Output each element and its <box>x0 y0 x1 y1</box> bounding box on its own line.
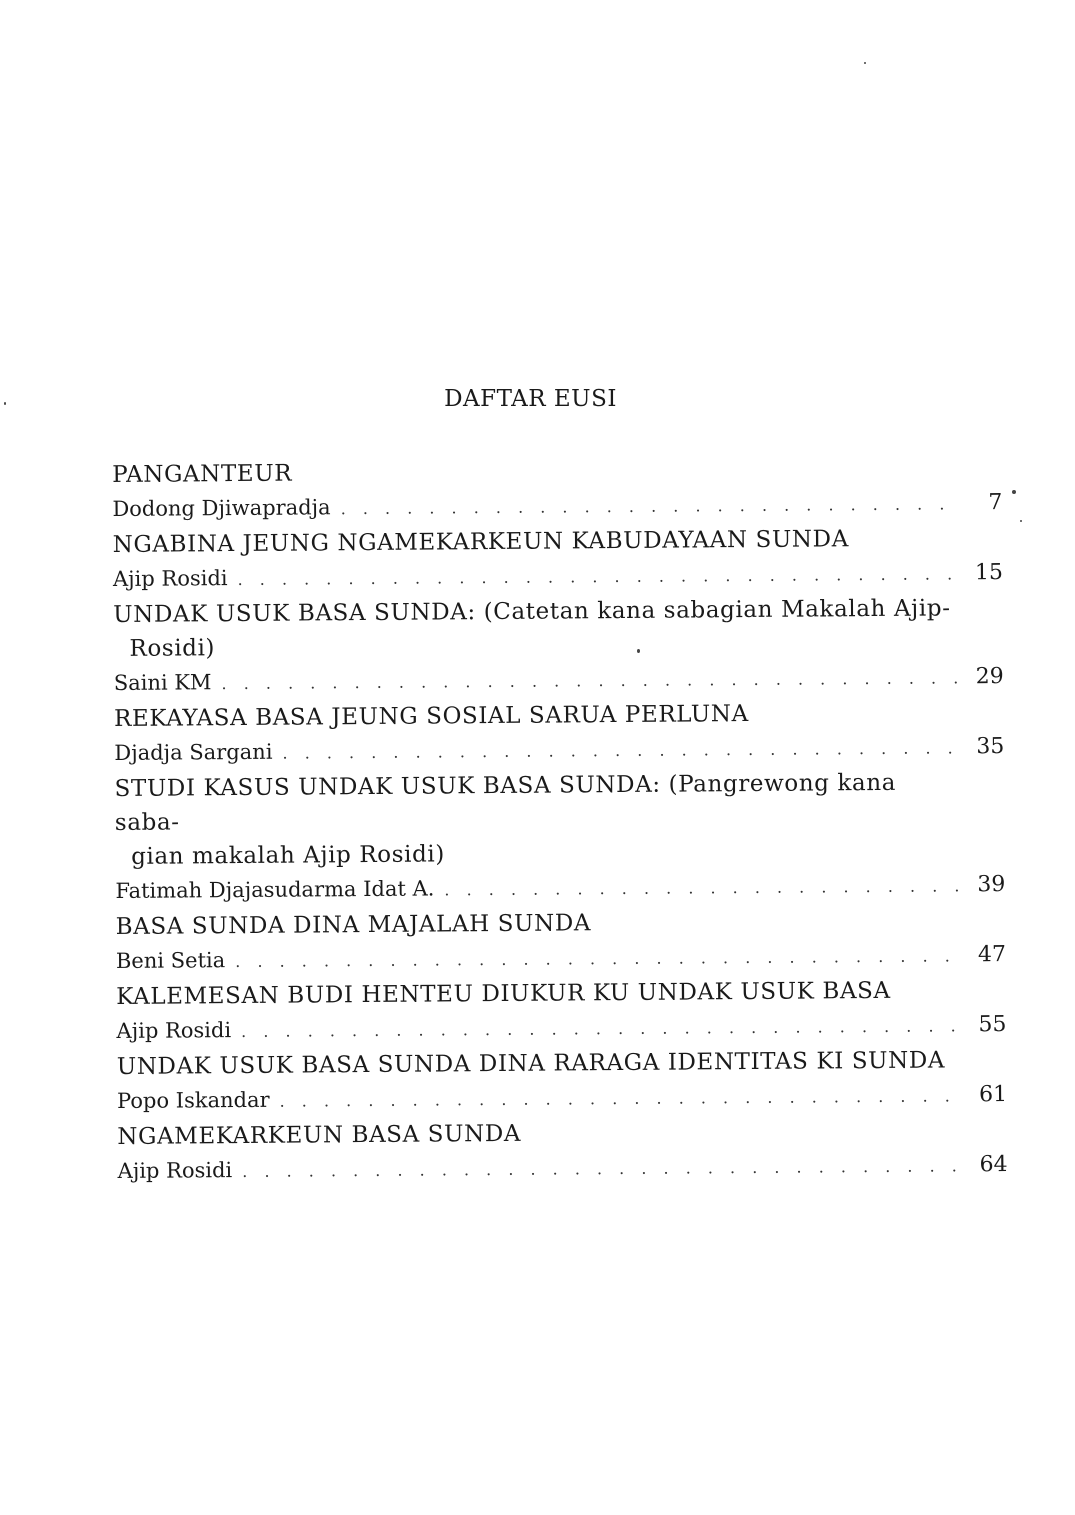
scan-speck <box>1020 520 1022 522</box>
page-number: 55 <box>978 1011 1007 1038</box>
entry-author: Ajip Rosidi <box>112 566 228 591</box>
entry-author: Saini KM <box>113 670 212 695</box>
page-title: DAFTAR EUSI <box>444 386 617 412</box>
page-number: 35 <box>976 734 1005 760</box>
entry-title: UNDAK USUK BASA SUNDA DINA RARAGA IDENTITAS KI SUNDA <box>116 1047 946 1080</box>
page-number: 29 <box>975 664 1004 690</box>
dot-leader <box>241 1009 967 1049</box>
scan-speck <box>4 402 6 405</box>
entry-title-line1: STUDI KASUS UNDAK USUK BASA SUNDA: (Pangrewong kana saba- <box>114 769 897 836</box>
entry-author: Djadja Sargani <box>114 739 273 765</box>
page-number: 47 <box>977 941 1007 968</box>
toc-entry <box>116 903 1007 980</box>
entry-title-line1: UNDAK USUK BASA SUNDA: (Catetan kana sabagian Makalah Ajip- <box>113 595 951 628</box>
toc-entry <box>113 591 1004 702</box>
toc-entry <box>113 521 1004 598</box>
author-row <box>117 1077 1007 1120</box>
entry-author: Ajip Rosidi <box>116 1018 232 1043</box>
entry-title <box>113 591 964 666</box>
entry-title-line2: Rosidi) <box>129 635 216 662</box>
entry-title: KALEMESAN BUDI HENTEU DIUKUR KU UNDAK USUK BASA <box>116 977 891 1010</box>
scan-speck <box>637 649 640 653</box>
table-of-contents <box>112 451 1008 1190</box>
page-number: 61 <box>978 1081 1008 1108</box>
dot-leader <box>444 869 965 907</box>
dot-leader <box>221 661 964 701</box>
toc-entry <box>117 1043 1008 1120</box>
scan-speck <box>864 62 866 64</box>
entry-title: NGABINA JEUNG NGAMEKARKEUN KABUDAYAAN SUNDA <box>112 526 849 558</box>
toc-entry <box>112 451 1003 528</box>
page-number: 64 <box>979 1151 1008 1178</box>
author-row <box>112 485 1002 528</box>
page-number: 39 <box>977 871 1006 898</box>
author-row <box>114 659 1004 702</box>
toc-entry <box>114 695 1005 772</box>
entry-author: Popo Iskandar <box>116 1087 270 1113</box>
dot-leader <box>235 939 966 979</box>
entry-title: NGAMEKARKEUN BASA SUNDA <box>117 1120 522 1150</box>
entry-title: REKAYASA BASA JEUNG SOSIAL SARUA PERLUNA <box>113 701 749 732</box>
entry-title: PANGANTEUR <box>112 460 293 488</box>
dot-leader <box>341 487 963 526</box>
page-number: 15 <box>974 560 1004 586</box>
toc-entry <box>117 1113 1008 1190</box>
author-row <box>117 1147 1007 1190</box>
scan-speck <box>1012 490 1016 494</box>
entry-title: BASA SUNDA DINA MAJALAH SUNDA <box>115 910 592 940</box>
entry-title <box>114 765 965 874</box>
entry-title-line2: gian makalah Ajip Rosidi) <box>131 841 446 870</box>
author-row <box>115 867 1005 910</box>
entry-author: Dodong Djiwapradja <box>112 495 331 521</box>
entry-author: Ajip Rosidi <box>117 1158 233 1183</box>
toc-entry <box>116 973 1007 1050</box>
entry-author: Beni Setia <box>115 948 226 973</box>
toc-entry <box>114 765 1005 910</box>
dot-leader <box>279 1079 967 1118</box>
dot-leader <box>237 557 963 597</box>
dot-leader <box>282 731 964 770</box>
page-number: 7 <box>988 490 1003 516</box>
dot-leader <box>242 1149 968 1189</box>
entry-author: Fatimah Djajasudarma Idat A. <box>115 876 435 903</box>
